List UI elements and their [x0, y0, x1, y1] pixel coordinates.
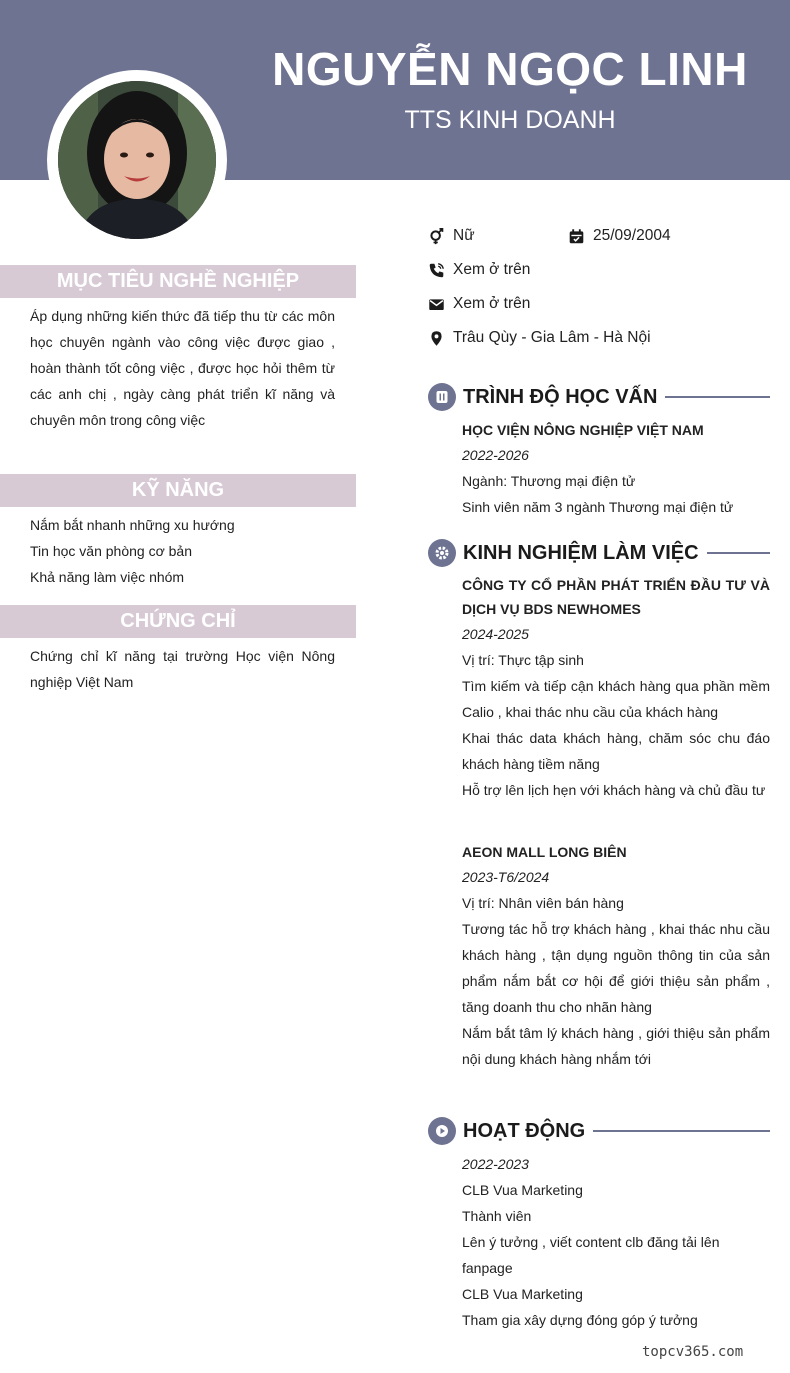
gender-value: Nữ	[453, 227, 475, 244]
education-heading	[428, 382, 770, 412]
phone-row	[428, 260, 530, 280]
phone-value: Xem ở trên	[453, 261, 531, 278]
company-name: AEON MALL LONG BIÊN	[462, 844, 627, 860]
watermark-text: topcv365.com	[642, 1344, 744, 1360]
activity-line: Lên ý tưởng , viết content clb đăng tải lên fanpage	[462, 1234, 720, 1276]
activities-heading	[428, 1116, 770, 1146]
objective-text: Áp dụng những kiến thức đã tiếp thu từ các môn học chuyên ngành vào công việc được giao , hoàn thành tốt công việc , được học hỏi thêm từ các anh chị , ngày càng phát triển kĩ năng và chuyên môn trong công việc	[30, 308, 335, 428]
job-position: Vị trí: Thực tập sinh	[462, 652, 584, 668]
location-pin-icon	[428, 330, 445, 347]
experience-divider	[707, 552, 770, 554]
activity-line: Thành viên	[462, 1208, 532, 1224]
education-period: 2022-2026	[462, 447, 529, 463]
activities-divider	[593, 1130, 770, 1132]
education-major: Ngành: Thương mại điện tử	[462, 473, 636, 489]
birthday-value: 25/09/2004	[593, 227, 671, 244]
activity-period: 2022-2023	[462, 1156, 529, 1172]
job-detail: Khai thác data khách hàng, chăm sóc chu đáo khách hàng tiềm năng	[462, 730, 770, 772]
skill-item: Khả năng làm việc nhóm	[30, 569, 185, 585]
email-value: Xem ở trên	[453, 295, 531, 312]
activities-title: HOẠT ĐỘNG	[463, 1119, 586, 1142]
activity-line: CLB Vua Marketing	[462, 1286, 583, 1302]
job-detail: Tìm kiếm và tiếp cận khách hàng qua phần mềm Calio , khai thác nhu cầu của khách hàng	[462, 678, 770, 720]
email-row	[428, 294, 530, 314]
skills-heading: KỸ NĂNG	[0, 474, 356, 507]
job-detail: Tương tác hỗ trợ khách hàng , khai thác nhu cầu khách hàng , tận dụng nguồn thông tin của sản phẩm nắm bắt cơ hội để giới thiệu sản phẩm , tăng doanh thu cho nhãn hàng	[462, 921, 770, 1015]
job-period: 2024-2025	[462, 626, 529, 642]
company-name: CÔNG TY CỔ PHẦN PHÁT TRIỂN ĐẦU TƯ VÀ DỊCH VỤ BDS NEWHOMES	[462, 577, 770, 617]
activity-line: Tham gia xây dựng đóng góp ý tưởng	[462, 1312, 698, 1328]
certificates-heading: CHỨNG CHỈ	[0, 605, 356, 638]
experience-heading	[428, 538, 770, 568]
phone-icon	[428, 262, 445, 279]
candidate-name: NGUYỄN NGỌC LINH	[272, 43, 748, 95]
calendar-icon	[568, 228, 585, 245]
birthday-row	[568, 226, 671, 246]
gender-icon	[428, 228, 445, 245]
job-entry	[462, 840, 770, 1072]
job-entry	[462, 573, 770, 803]
job-title: TTS KINH DOANH	[404, 106, 616, 134]
address-row	[428, 328, 651, 348]
address-value: Trâu Qùy - Gia Lâm - Hà Nội	[453, 329, 651, 346]
education-title: TRÌNH ĐỘ HỌC VẤN	[463, 385, 658, 408]
job-position: Vị trí: Nhân viên bán hàng	[462, 895, 624, 911]
education-divider	[665, 396, 770, 398]
activity-entry	[462, 1151, 770, 1333]
activities-icon	[428, 1117, 456, 1145]
activity-line: CLB Vua Marketing	[462, 1182, 583, 1198]
skills-list	[30, 512, 335, 590]
experience-icon	[428, 539, 456, 567]
experience-title: KINH NGHIỆM LÀM VIỆC	[463, 541, 699, 564]
skill-item: Nắm bắt nhanh những xu hướng	[30, 517, 235, 533]
education-entry	[462, 418, 770, 520]
school-name: HỌC VIỆN NÔNG NGHIỆP VIỆT NAM	[462, 422, 704, 438]
skill-item: Tin học văn phòng cơ bản	[30, 543, 192, 559]
objective-heading: MỤC TIÊU NGHỀ NGHIỆP	[0, 265, 356, 298]
certificate-text: Chứng chỉ kĩ năng tại trường Học viện Nông nghiệp Việt Nam	[30, 648, 335, 690]
education-icon	[428, 383, 456, 411]
job-detail: Hỗ trợ lên lịch hẹn với khách hàng và chủ đầu tư	[462, 782, 766, 798]
portrait-photo	[58, 81, 216, 239]
job-period: 2023-T6/2024	[462, 869, 550, 885]
envelope-icon	[428, 296, 445, 313]
education-note: Sinh viên năm 3 ngành Thương mại điện tử	[462, 499, 734, 515]
job-detail: Nắm bắt tâm lý khách hàng , giới thiệu sản phẩm nội dung khách hàng nhắm tới	[462, 1025, 770, 1067]
avatar	[58, 81, 216, 239]
gender-row	[428, 226, 475, 246]
